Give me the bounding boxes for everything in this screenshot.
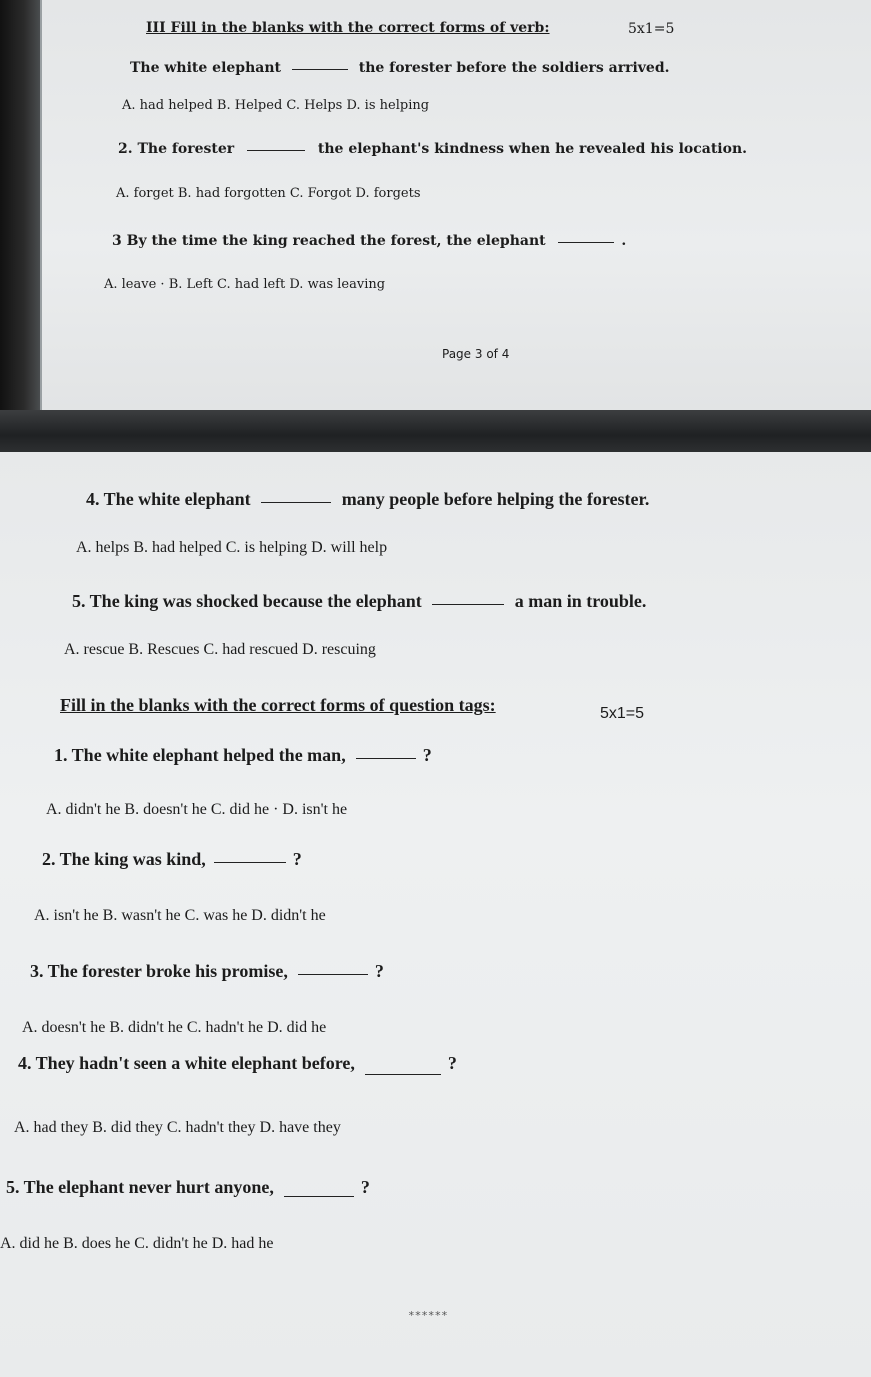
tag-question-2-text: 2. The king was kind, [42,849,206,869]
tag-question-1 [54,746,432,764]
question-2-rest: the elephant's kindness when he revealed his location. [317,141,748,157]
question-1-text: The white elephant [130,60,281,76]
question-2-options: A. forget B. had forgotten C. Forgot D. forgets [116,186,421,201]
tag-question-2 [42,850,302,868]
page-4-sheet [0,452,871,1377]
question-4 [86,490,649,508]
tag-question-5 [6,1178,370,1197]
page-number: Page 3 of 4 [442,347,510,361]
question-5-text: 5. The king was shocked because the elephant [72,591,422,611]
question-4-rest: many people before helping the forester. [341,489,650,509]
tag-question-3 [30,962,384,980]
tag-question-1-options: A. didn't he B. doesn't he C. did he · D. isn't he [46,801,348,818]
answer-blank [365,1073,441,1075]
question-2 [118,142,747,156]
tag-question-3-options: A. doesn't he B. didn't he C. hadn't he D. did he [22,1019,327,1036]
question-3-rest: . [621,233,627,249]
question-3 [112,234,626,248]
question-1 [130,61,670,75]
answer-blank [292,68,348,70]
answer-blank [261,501,331,503]
page-3-sheet [40,0,871,410]
question-4-options: A. helps B. had helped C. is helping D. will help [76,539,388,556]
answer-blank [284,1195,354,1197]
tag-question-2-mark: ? [292,849,302,869]
question-5-options: A. rescue B. Rescues C. had rescued D. rescuing [64,641,376,658]
answer-blank [558,241,614,243]
page-gap-shadow [0,410,871,452]
tag-question-1-mark: ? [422,745,432,765]
question-5-rest: a man in trouble. [514,591,647,611]
answer-blank [356,757,416,759]
section-heading-question-tags: Fill in the blanks with the correct forms of question tags: [60,695,496,715]
answer-blank [432,603,504,605]
tag-question-5-text: 5. The elephant never hurt anyone, [6,1177,274,1197]
tag-question-4 [18,1054,457,1075]
tag-question-2-options: A. isn't he B. wasn't he C. was he D. didn't he [34,907,326,924]
question-1-options: A. had helped B. Helped C. Helps D. is helping [122,98,430,113]
score-label: 5x1=5 [628,21,675,37]
tag-question-5-mark: ? [360,1177,370,1197]
tag-question-1-text: 1. The white elephant helped the man, [54,745,346,765]
question-1-rest: the forester before the soldiers arrived. [358,60,670,76]
left-edge-shadow [0,0,40,410]
answer-blank [214,861,286,863]
section-heading-verbs: III Fill in the blanks with the correct forms of verb: [146,20,550,36]
tag-question-4-options: A. had they B. did they C. hadn't they D. have they [14,1119,341,1136]
tag-question-3-text: 3. The forester broke his promise, [30,961,288,981]
question-4-text: 4. The white elephant [86,489,251,509]
tag-question-4-text: 4. They hadn't seen a white elephant before, [18,1053,355,1073]
tag-question-4-mark: ? [447,1053,457,1073]
question-3-text: 3 By the time the king reached the forest, the elephant [112,233,546,249]
question-5 [72,592,646,610]
question-2-text: 2. The forester [118,141,235,157]
question-3-options: A. leave · B. Left C. had left D. was leaving [104,277,386,292]
answer-blank [298,973,368,975]
tag-question-3-mark: ? [374,961,384,981]
tag-question-5-options: A. did he B. does he C. didn't he D. had he [0,1235,274,1252]
end-of-paper-mark: ****** [408,1309,448,1322]
answer-blank [247,149,305,151]
score-label: 5x1=5 [600,705,645,722]
